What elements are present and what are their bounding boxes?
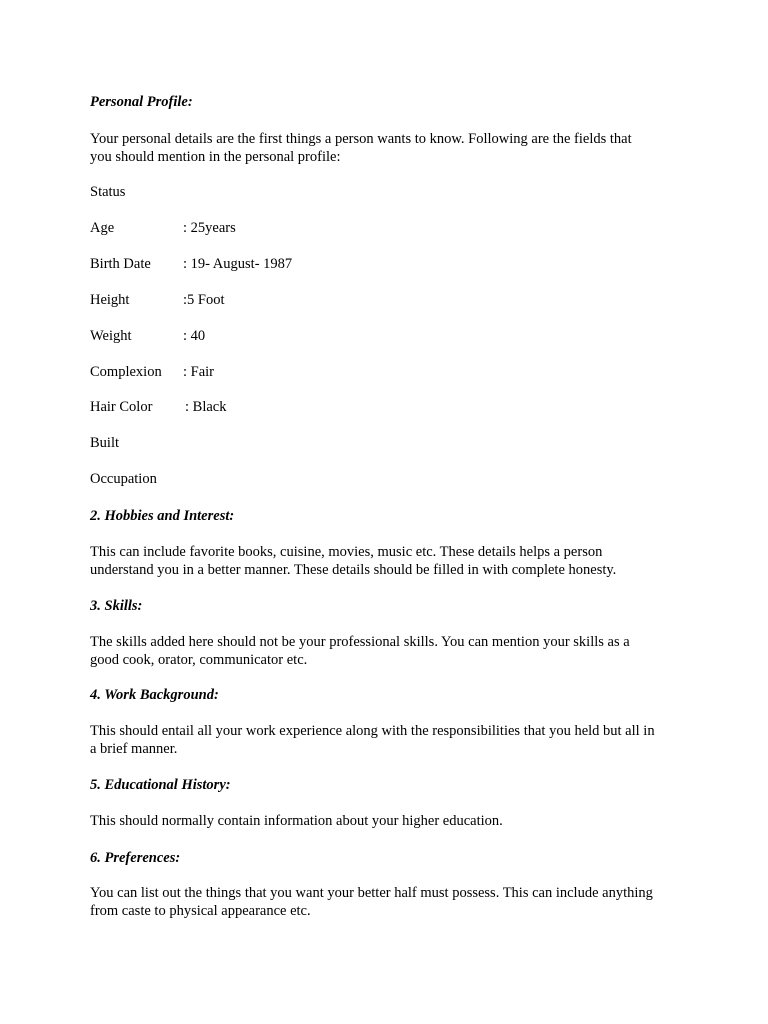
section-heading-work-background: 4. Work Background: <box>90 687 219 703</box>
field-label: Birth Date <box>90 256 151 272</box>
section-line: The skills added here should not be your professional skills. You can mention your skills as a <box>90 634 630 650</box>
personal-profile-heading: Personal Profile: <box>90 94 193 110</box>
personal-profile-intro <box>90 130 690 166</box>
section-line: This should entail all your work experience along with the responsibilities that you held but all in <box>90 723 655 739</box>
section-body-work-background <box>90 722 690 758</box>
field-value: : Fair <box>183 364 215 380</box>
field-label: Weight <box>90 328 132 344</box>
section-line: good cook, orator, communicator etc. <box>90 652 308 668</box>
field-label: Occupation <box>90 471 157 487</box>
section-body-skills <box>90 633 690 669</box>
field-label: Height <box>90 292 130 308</box>
field-value: : 40 <box>183 328 206 344</box>
field-value: :5 Foot <box>183 292 225 308</box>
section-line: You can list out the things that you want your better half must possess. This can include anything <box>90 885 653 901</box>
section-line: This can include favorite books, cuisine, movies, music etc. These details helps a person <box>90 544 603 560</box>
section-heading-educational-history: 5. Educational History: <box>90 777 231 793</box>
field-value: : Black <box>185 399 227 415</box>
section-body-preferences <box>90 884 690 920</box>
section-line: This should normally contain information about your higher education. <box>90 813 503 829</box>
section-line: understand you in a better manner. These details should be filled in with complete honesty. <box>90 562 617 578</box>
section-line: from caste to physical appearance etc. <box>90 903 311 919</box>
intro-line-1: Your personal details are the first things a person wants to know. Following are the fields that <box>90 131 632 147</box>
section-body-hobbies <box>90 543 690 579</box>
field-label: Hair Color <box>90 399 153 415</box>
section-body-educational-history <box>90 812 690 830</box>
field-value: : 25years <box>183 220 236 236</box>
field-label: Status <box>90 184 126 200</box>
section-heading-skills: 3. Skills: <box>90 598 143 614</box>
section-heading-preferences: 6. Preferences: <box>90 850 181 866</box>
field-label: Complexion <box>90 364 162 380</box>
field-label: Age <box>90 220 115 236</box>
section-line: a brief manner. <box>90 741 178 757</box>
field-value: : 19- August- 1987 <box>183 256 293 272</box>
field-label: Built <box>90 435 120 451</box>
intro-line-2: you should mention in the personal profile: <box>90 149 341 165</box>
section-heading-hobbies: 2. Hobbies and Interest: <box>90 508 235 524</box>
